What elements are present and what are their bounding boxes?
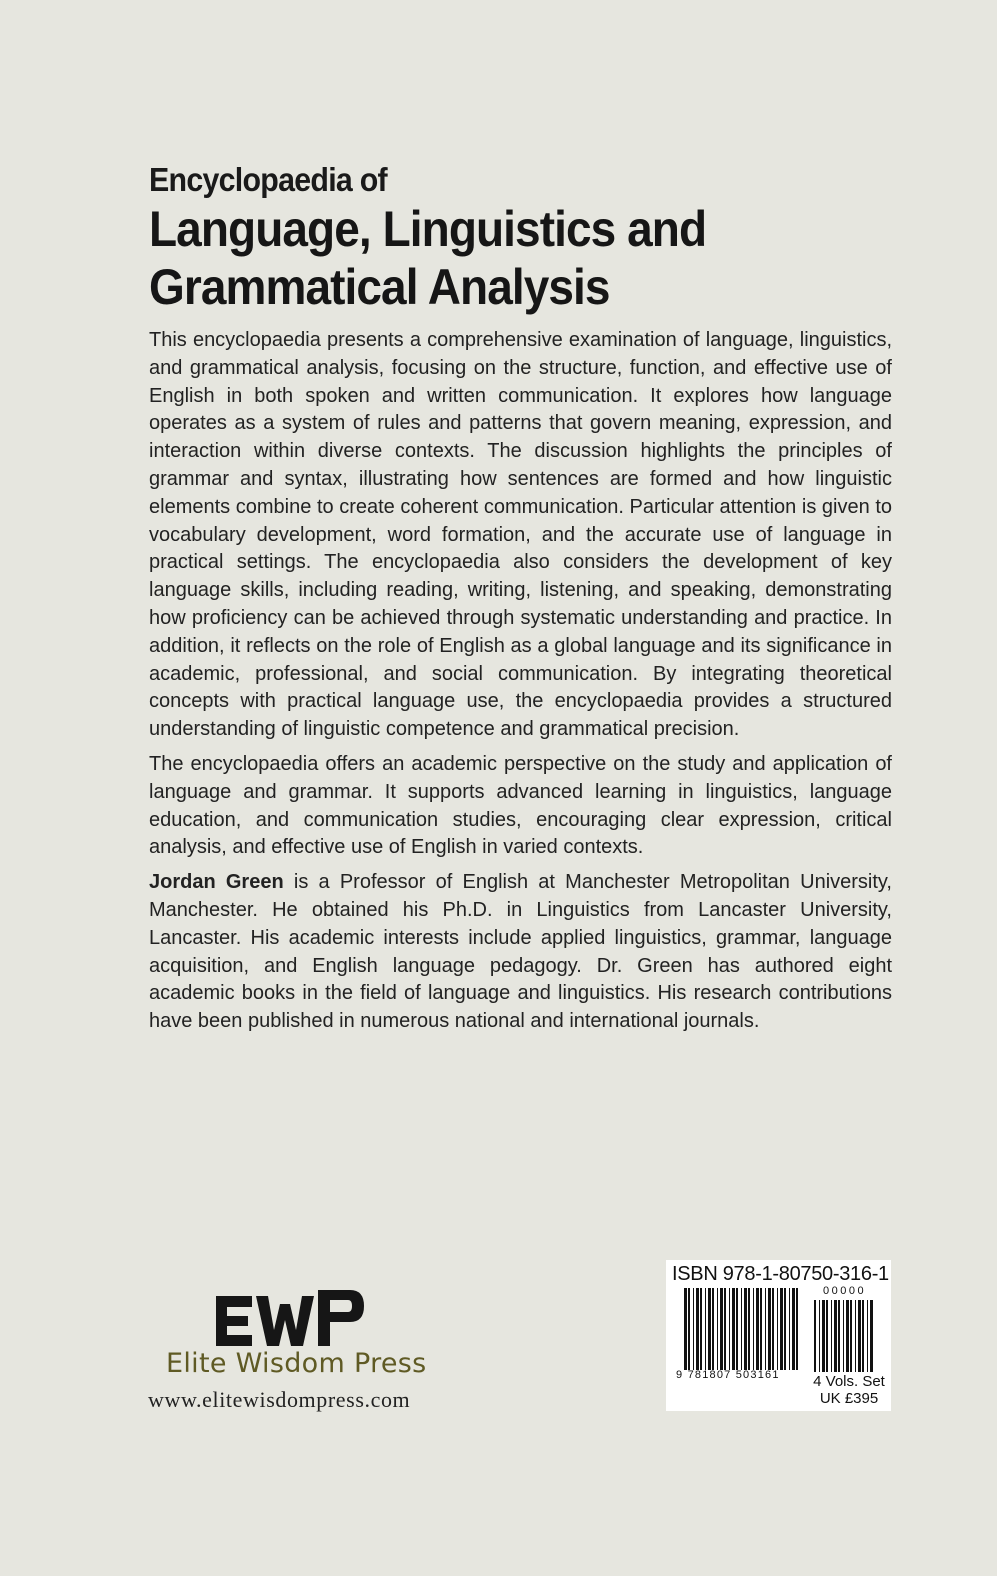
barcode-bar [826, 1300, 828, 1372]
barcode-bar [736, 1288, 738, 1370]
barcode-bar [696, 1288, 699, 1370]
barcode-bar [792, 1288, 795, 1370]
addon-digits: 00000 [823, 1285, 867, 1297]
author-bio [149, 869, 892, 1036]
title-prefix: Encyclopaedia of [149, 161, 387, 198]
isbn-barcode-box [666, 1260, 891, 1411]
barcode-bar [744, 1288, 747, 1370]
barcode-bar [748, 1288, 750, 1370]
barcode-bar [705, 1288, 706, 1370]
barcode-bar [838, 1300, 840, 1372]
barcode-bar [843, 1300, 844, 1372]
barcode-bar [814, 1300, 816, 1372]
barcode-bar [789, 1288, 790, 1370]
barcode-bar [700, 1288, 702, 1370]
barcode-bar [753, 1288, 754, 1370]
barcode-bar [693, 1288, 694, 1370]
title-line-1: Language, Linguistics and [149, 201, 707, 257]
barcode-bar [819, 1300, 820, 1372]
barcode-bar [772, 1288, 774, 1370]
barcode-bar [684, 1288, 687, 1370]
ean-digits: 9 781807 503161 [676, 1369, 780, 1381]
price: UK £395 [819, 1390, 879, 1407]
barcode-bar [846, 1300, 849, 1372]
barcode-bar [784, 1288, 786, 1370]
description [149, 327, 892, 1043]
barcode-bar [822, 1300, 825, 1372]
barcode-bar [831, 1300, 832, 1372]
title-block [149, 160, 894, 316]
publisher-url: www.elitewisdompress.com [148, 1387, 411, 1412]
barcode-bar [777, 1288, 778, 1370]
barcode-bar [760, 1288, 762, 1370]
barcode-bar [780, 1288, 783, 1370]
barcode-bar [855, 1300, 856, 1372]
barcode-bar [712, 1288, 714, 1370]
barcode-bar [741, 1288, 742, 1370]
set-price-label [809, 1373, 889, 1407]
publisher-logo-icon [216, 1290, 366, 1346]
author-name: Jordan Green [149, 871, 284, 894]
set-info: 4 Vols. Set [813, 1373, 885, 1390]
barcode-bar [862, 1300, 864, 1372]
barcode-bar [732, 1288, 735, 1370]
barcode-bar [717, 1288, 718, 1370]
author-bio-text: is a Professor of English at Manchester Metropolitan University, Manchester. He obtained his Ph.D. in Linguistics from Lancaster University, Lancaster. His academic interests include applied linguistics, grammar, language acquisition, and English language pedagogy. Dr. Green has authored eight academic books in the field of language and linguistics. His research contributions have been published in numerous national and international journals. [149, 871, 892, 1033]
barcode-bar [756, 1288, 759, 1370]
barcode-bar [768, 1288, 771, 1370]
barcode-bar [688, 1288, 690, 1370]
barcode-bar [720, 1288, 723, 1370]
barcode-bar [765, 1288, 766, 1370]
barcode-bar [858, 1300, 861, 1372]
barcode-bar [870, 1300, 873, 1372]
barcode-bar [796, 1288, 798, 1370]
isbn-label: ISBN 978-1-80750-316-1 [672, 1263, 889, 1285]
barcode-bar [867, 1300, 868, 1372]
description-paragraph-2: The encyclopaedia offers an academic perspective on the study and application of language and grammar. It supports advanced learning in linguistics, language education, and communication studies, encouraging clear expression, critical analysis, and effective use of English in varied contexts. [149, 752, 892, 859]
barcode-bar [850, 1300, 852, 1372]
description-paragraph-1: This encyclopaedia presents a comprehensive examination of language, linguistics, and grammatical analysis, focusing on the structure, function, and effective use of English in both spoken and written communication. It explores how language operates as a system of rules and patterns that govern meaning, expression, and interaction within diverse contexts. The discussion highlights the principles of grammar and syntax, illustrating how sentences are formed and how linguistic elements combine to create coherent communication. Particular attention is given to vocabulary development, word formation, and the accurate use of language in practical settings. The encyclopaedia also considers the development of key language skills, including reading, writing, listening, and speaking, demonstrating how proficiency can be achieved through systematic understanding and practice. In addition, it reflects on the role of English as a global language and its significance in academic, professional, and social communication. By integrating theoretical concepts with practical language use, the encyclopaedia provides a structured understanding of linguistic competence and grammatical precision. [149, 329, 892, 741]
barcode-bar [729, 1288, 730, 1370]
barcode-bar [724, 1288, 726, 1370]
publisher-name: Elite Wisdom Press [166, 1348, 427, 1379]
barcode-bar [834, 1300, 837, 1372]
barcode-bar [708, 1288, 711, 1370]
title-line-2: Grammatical Analysis [149, 259, 610, 315]
